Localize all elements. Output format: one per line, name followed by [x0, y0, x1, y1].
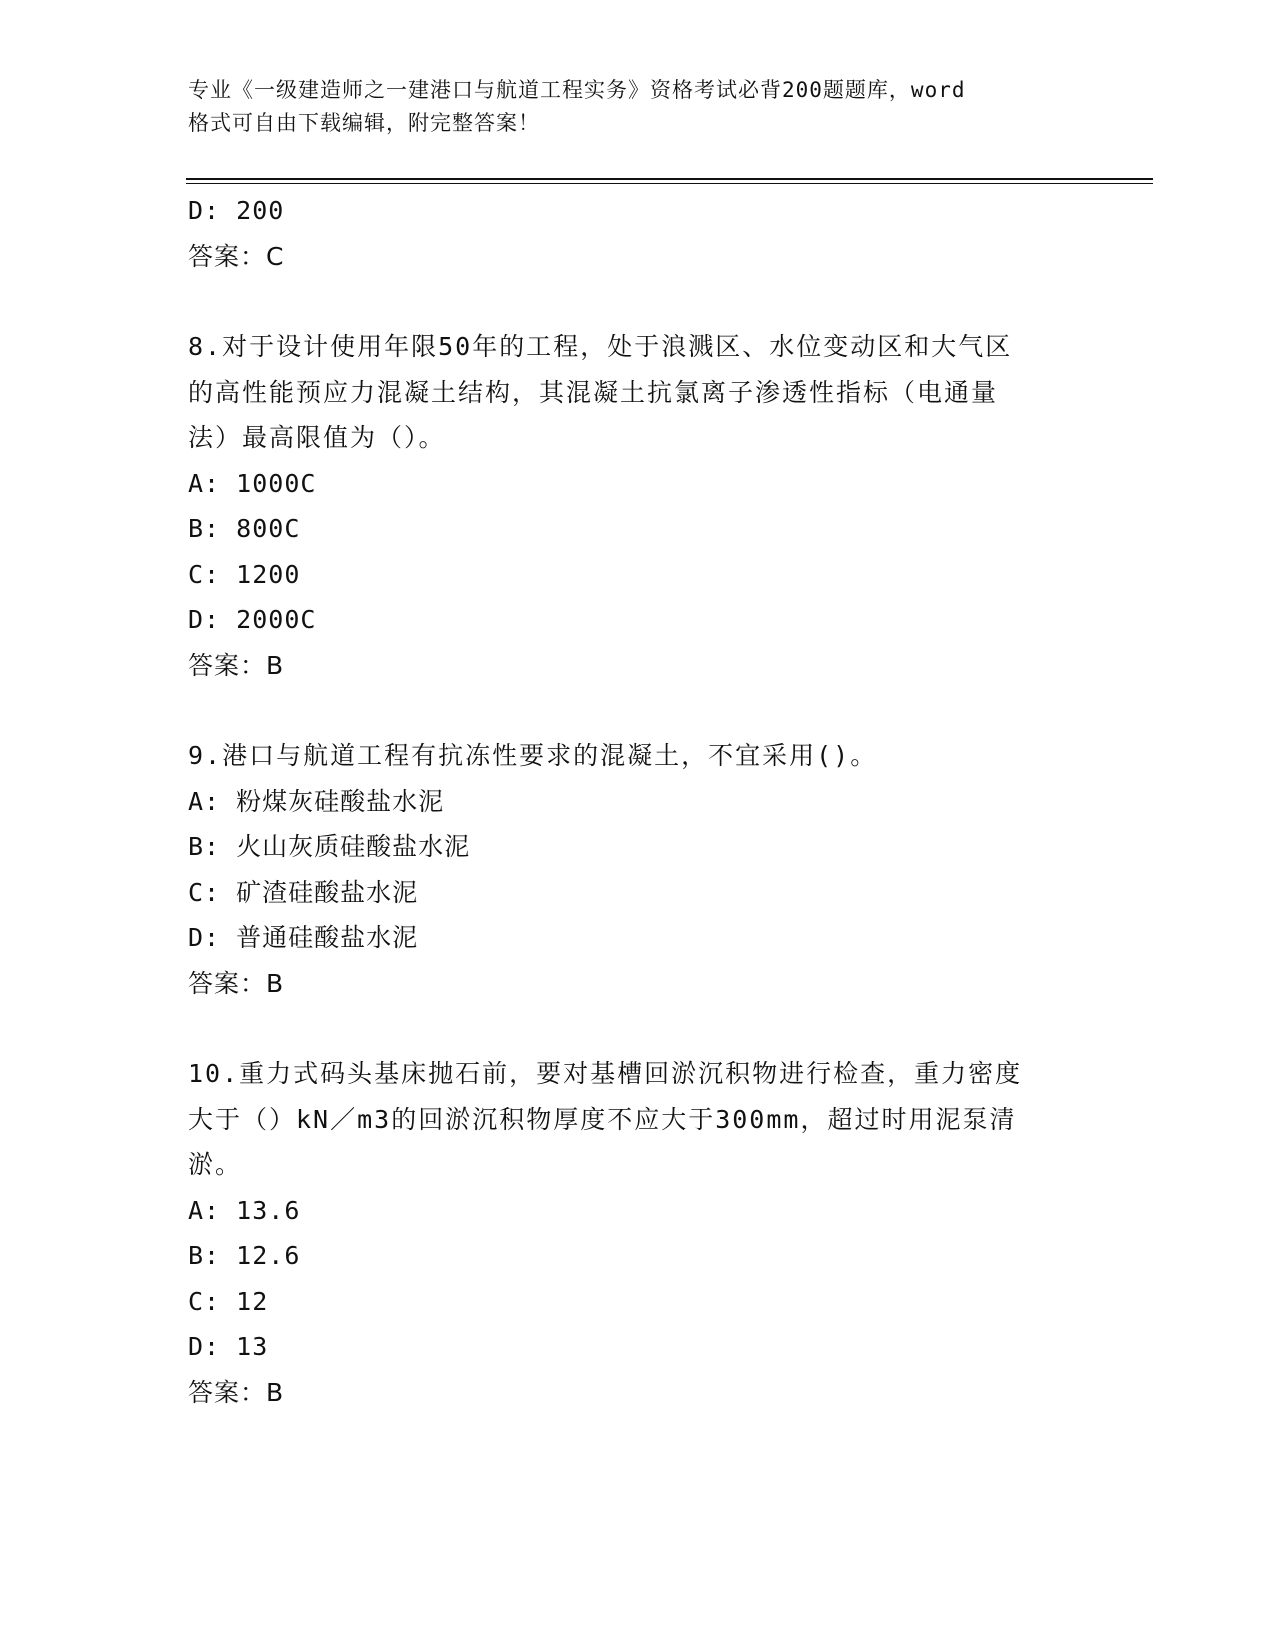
question-stem-line: 9.港口与航道工程有抗冻性要求的混凝土，不宜采用()。	[188, 741, 878, 770]
question-stem	[188, 324, 1068, 461]
option-label: D:	[188, 1332, 221, 1361]
option-text: 200	[236, 196, 285, 225]
option-item	[188, 870, 1088, 916]
question-stem-line: 法）最高限值为（）。	[188, 423, 446, 452]
option-item	[188, 506, 1088, 552]
option-item	[188, 188, 1088, 234]
option-text: 普通硅酸盐水泥	[236, 923, 419, 952]
question-stem-line: 10.重力式码头基床抛石前，要对基槽回淤沉积物进行检查，重力密度	[188, 1059, 1023, 1088]
option-label: B:	[188, 1241, 221, 1270]
header-line-1: 专业《一级建造师之一建港口与航道工程实务》资格考试必背200题题库，word	[188, 78, 966, 102]
option-label: A:	[188, 786, 221, 816]
option-text: 13	[236, 1332, 269, 1361]
option-text: 2000C	[236, 605, 317, 634]
header-divider-thin	[186, 183, 1153, 184]
header-line-2: 格式可自由下载编辑，附完整答案！	[188, 111, 540, 135]
option-text: 1200	[236, 559, 301, 589]
option-label: C:	[188, 559, 221, 589]
question-list	[188, 188, 1088, 1415]
option-label: B:	[188, 514, 221, 543]
option-text: 粉煤灰硅酸盐水泥	[236, 786, 445, 816]
answer-line: 答案：C	[188, 241, 285, 271]
header-divider-thick	[186, 178, 1153, 180]
option-label: D:	[188, 923, 221, 952]
option-item	[188, 461, 1088, 507]
carryover-block	[188, 188, 1088, 279]
option-item	[188, 1233, 1088, 1279]
option-label: D:	[188, 196, 221, 225]
option-item	[188, 1324, 1088, 1370]
option-item	[188, 552, 1088, 598]
option-text: 火山灰质硅酸盐水泥	[236, 832, 471, 861]
document-header	[188, 74, 1068, 140]
question-block	[188, 324, 1088, 688]
option-label: C:	[188, 1286, 221, 1316]
question-stem-line: 的高性能预应力混凝土结构，其混凝土抗氯离子渗透性指标（电通量	[188, 377, 999, 407]
option-text: 800C	[236, 514, 301, 543]
option-label: A:	[188, 468, 221, 498]
question-block	[188, 733, 1088, 1006]
question-stem-line: 大于（）kN／m3的回淤沉积物厚度不应大于300mm，超过时用泥泵清	[188, 1104, 1017, 1134]
question-block	[188, 1051, 1088, 1415]
option-text: 12.6	[236, 1241, 301, 1270]
answer-line: 答案：B	[188, 1377, 285, 1407]
option-item	[188, 1188, 1088, 1234]
option-text: 1000C	[236, 468, 317, 498]
question-stem	[188, 733, 1068, 779]
answer-line: 答案：B	[188, 650, 285, 680]
question-stem	[188, 1051, 1068, 1188]
option-label: B:	[188, 832, 221, 861]
answer-line: 答案：B	[188, 968, 285, 998]
option-label: C:	[188, 877, 221, 907]
option-item	[188, 824, 1088, 870]
option-item	[188, 915, 1088, 961]
option-label: A:	[188, 1195, 221, 1225]
option-text: 12	[236, 1286, 269, 1316]
option-item	[188, 597, 1088, 643]
option-text: 矿渣硅酸盐水泥	[236, 877, 419, 907]
option-item	[188, 1279, 1088, 1325]
option-item	[188, 779, 1088, 825]
option-label: D:	[188, 605, 221, 634]
option-text: 13.6	[236, 1195, 301, 1225]
question-stem-line: 8.对于设计使用年限50年的工程，处于浪溅区、水位变动区和大气区	[188, 332, 1013, 361]
question-stem-line: 淤。	[188, 1150, 243, 1179]
